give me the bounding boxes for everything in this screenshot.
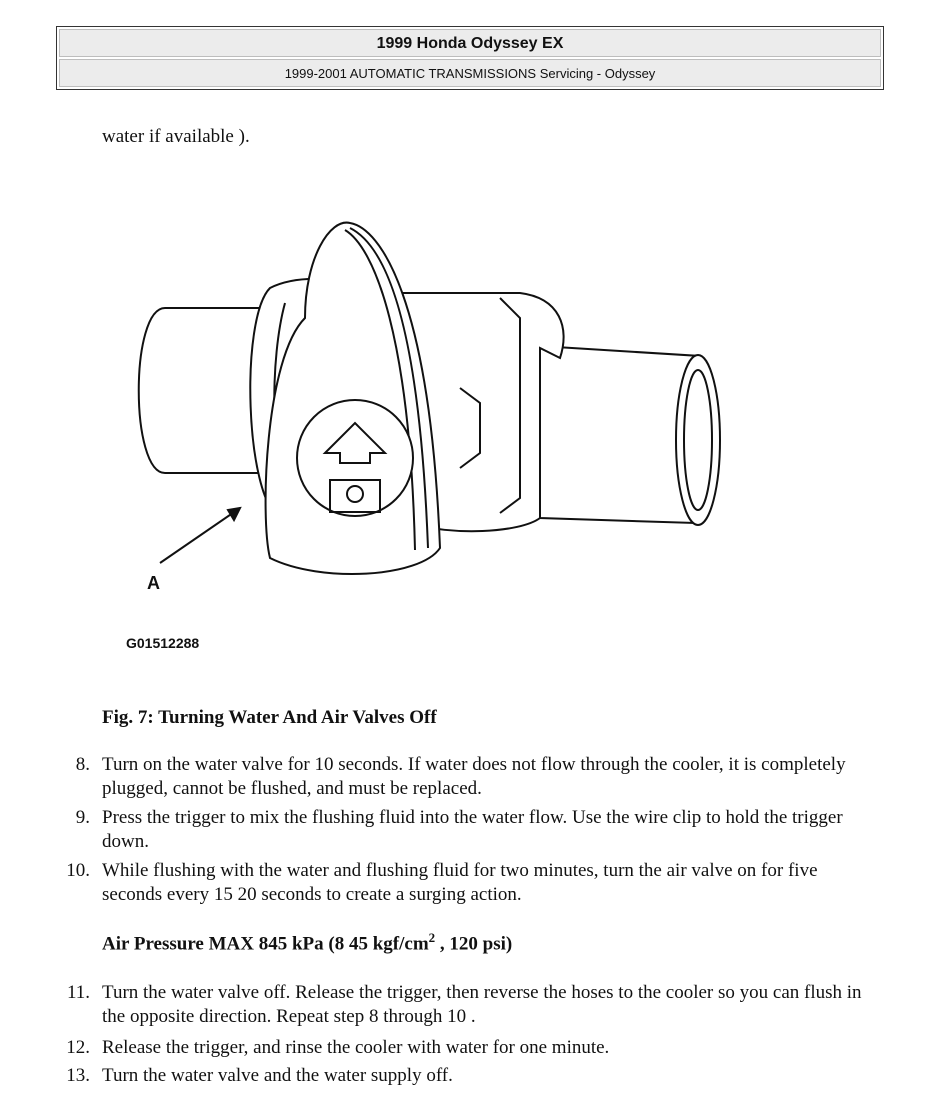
callout-line <box>160 508 240 563</box>
step-number: 8. <box>75 754 90 775</box>
pressure-superscript: 2 <box>428 930 436 945</box>
valve-illustration <box>120 218 740 658</box>
step-text: Turn the water valve and the water supply off. <box>102 1065 453 1086</box>
step-number: 9. <box>75 807 90 828</box>
step-number: 10. <box>66 860 90 881</box>
pressure-suffix: , 120 psi) <box>435 933 513 955</box>
document-header <box>56 26 884 90</box>
pressure-prefix: Air Pressure MAX 845 kPa (8 45 kgf/cm <box>102 933 429 955</box>
step-text: Press the trigger to mix the flushing fluid into the water flow. Use the wire clip to hold the trigger down. <box>102 807 843 852</box>
step-text: While flushing with the water and flushing fluid for two minutes, turn the air valve on for five seconds every 15 20 seconds to create a surging action. <box>102 860 818 905</box>
figure-code: G01512288 <box>126 635 200 651</box>
document-title: 1999 Honda Odyssey EX <box>59 29 881 57</box>
step-number: 11. <box>66 982 90 1003</box>
step-text: Turn the water valve off. Release the trigger, then reverse the hoses to the cooler so you can flush in the opposite direction. Repeat step 8 through 10 . <box>102 982 862 1027</box>
air-pressure-spec <box>102 930 512 955</box>
lead-text: water if available ). <box>102 126 250 147</box>
step-text: Turn on the water valve for 10 seconds. If water does not flow through the cooler, it is completely plugged, cannot be flushed, and must be replaced. <box>102 754 846 799</box>
step-number: 12. <box>66 1037 90 1058</box>
step-number: 13. <box>66 1065 90 1086</box>
valve-symbol-circle <box>297 400 413 516</box>
document-subtitle: 1999-2001 AUTOMATIC TRANSMISSIONS Servicing - Odyssey <box>59 59 881 87</box>
callout-label-a: A <box>147 573 160 593</box>
right-pipe-opening <box>676 355 720 525</box>
figure-caption: Fig. 7: Turning Water And Air Valves Off <box>102 707 437 728</box>
step-text: Release the trigger, and rinse the cooler with water for one minute. <box>102 1037 610 1058</box>
